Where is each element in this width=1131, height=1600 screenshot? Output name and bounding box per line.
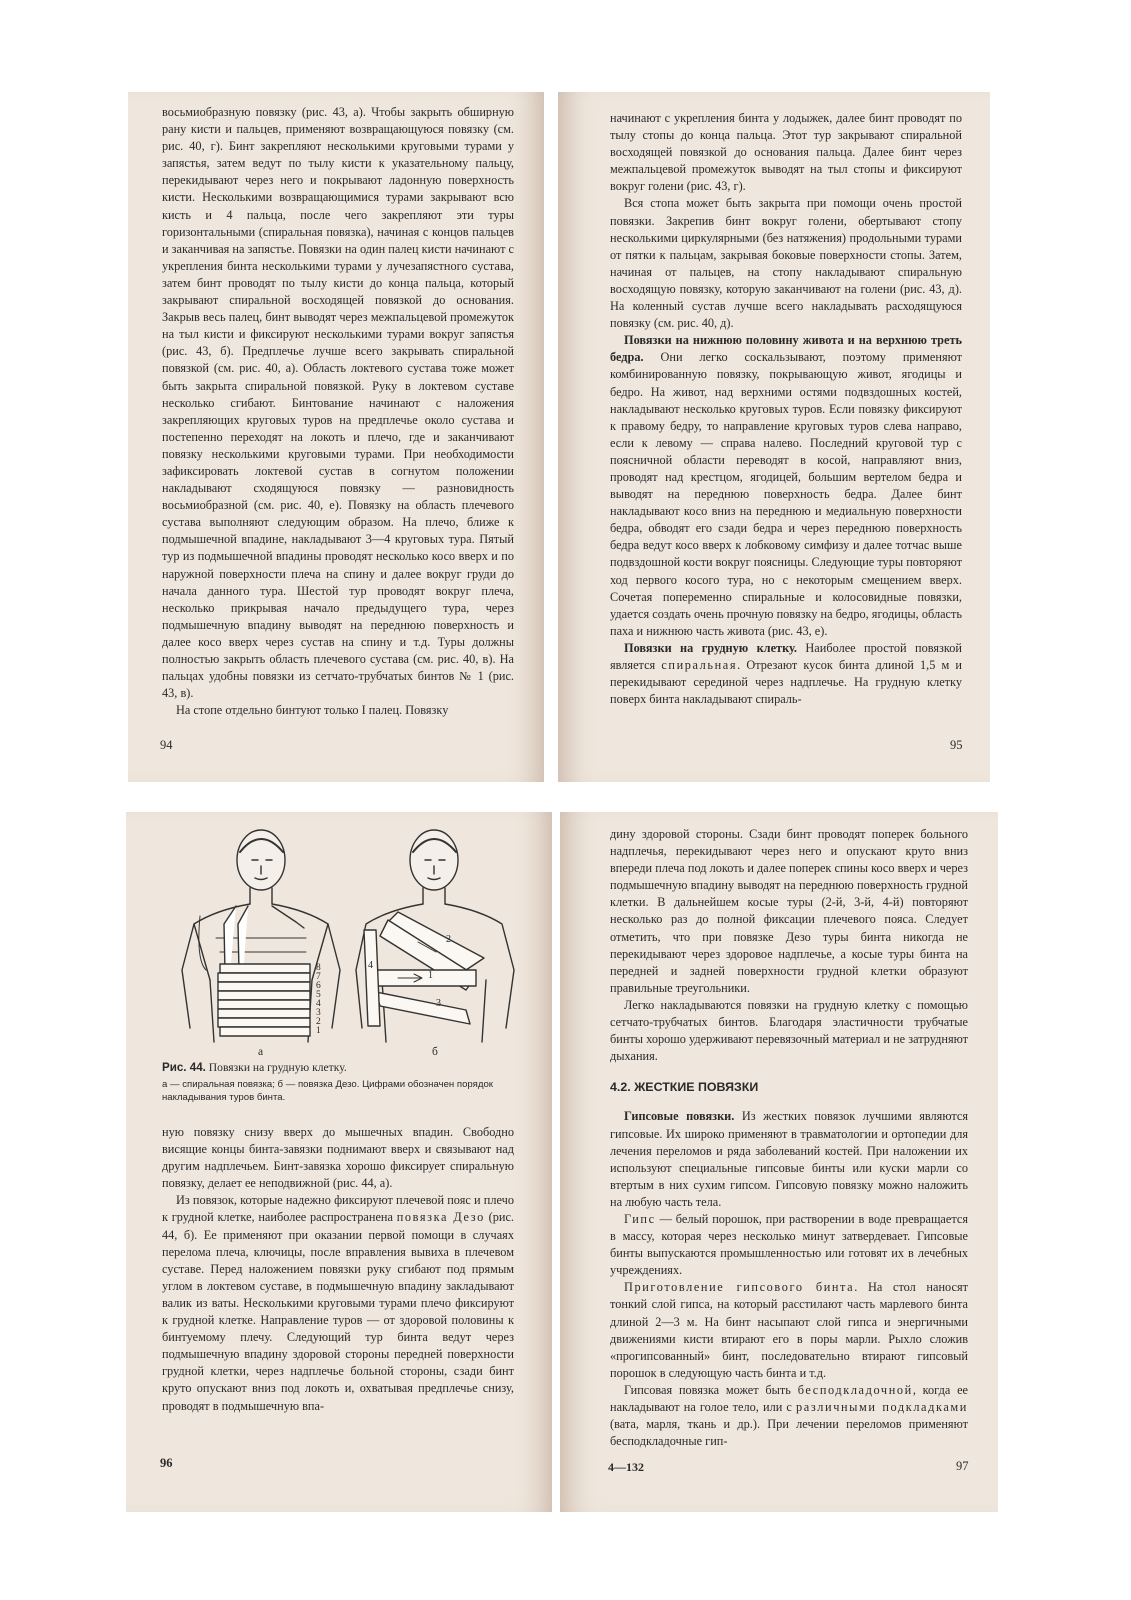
turn-number: 2 [446,934,451,945]
page-97 [560,812,998,1512]
spaced-term: повязка Дезо [396,1210,485,1225]
turn-number: 4 [316,999,321,1009]
caption-subtext: а — спиральная повязка; б — повязка Дезо. Цифрами обозначен порядок накладывания туров бинта. [162,1079,493,1103]
caption-title: Рис. 44. [162,1061,206,1074]
page-94-text [162,104,514,719]
turn-number: 3 [316,1008,321,1018]
turn-number: 1 [316,1026,321,1036]
page-97-text [610,826,968,1450]
paragraph: Вся стопа может быть закрыта при помощи очень простой повязки. Закрепив бинт вокруг голени, обертывают стопу несколькими циркулярными (без натяжения) продольными турами от пятки к пальцам, закрывая боковые поверхности стопы. Затем, начиная от пальцев, на стопу накладывают спиральную восходящую повязку, которую заканчивают на голени (рис. 43, д). На коленный сустав лучше всего накладывать расходящуюся повязку (см. рис. 40, д). [610,196,962,331]
paragraph: дину здоровой стороны. Сзади бинт проводят поперек больного надплечья, перекидывают через него и опускают круто вниз впереди плеча под локоть и далее поперек спины косо вверх и через подмышечную впадину выводят на переднюю поверхность грудной клетки. В дальнейшем косые туры (2-й, 3-й, 4-й) повторяют несколько раз до полной фиксации плечевого пояса. Следует отметить, что при повязке Дезо туры бинта никогда не перекидывают через здоровое надплечье, а косые туры бинта на передней и задней поверхности грудной клетки образуют правильные треугольники. [610,827,968,995]
page-number: 94 [160,738,173,752]
paragraph: Гипсовая повязка может быть бесподкладочной, когда ее накладывают на голое тело, или с различными подкладками (вата, марля, ткань и др.). При лечении переломов применяют бесподкладочные гип- [610,1382,968,1449]
spaced-term: различными подкладками [796,1400,968,1414]
page-94 [128,92,544,782]
turn-number: 4 [368,960,373,971]
figure-44 [166,820,526,1060]
spaced-term: бесподкладочной [797,1382,913,1397]
turn-number: 8 [316,963,321,973]
paragraph: восьмиобразную повязку (рис. 43, а). Чтобы закрыть обширную рану кисти и пальцев, применяют возвращающуюся повязку (см. рис. 40, г). Бинт закрепляют несколькими круговыми турами у запястья, затем ведут по тылу кисти к указательному пальцу, перекидывают через него и покрывают ладонную поверхность кисти. Несколькими возвращающимися турами закрывают всю кисть и 4 пальца, после чего закрепляют эти туры горизонтальными (спиральная повязка), начиная с концов пальцев и заканчивая на запястье. Повязки на один палец кисти начинают с укрепления бинта несколькими турами у лучезапястного сустава, затем бинт проводят по тылу кисти до конца пальца, который закрывают спиральной восходящей повязкой до основания. Закрыв весь палец, бинт выводят через межпальцевой промежуток на тыл кисти и фиксируют несколькими турами вокруг запястья (рис. 43, б). Предплечье лучше всего закрывать спиральной повязкой (см. рис. 40, а). Область локтевого сустава тоже может быть закрыта спиральной повязкой. Руку в локтевом суставе несколько сгибают. Бинтование начинают с наложения закрепляющих круговых туров на предплечье около сустава и постепенно переходят на локоть и плечо, где и заканчивают повязку несколькими круговыми турами. При необходимости зафиксировать локтевой сустав в согнутом положении накладывают сходящуюся повязку — разновидность восьмиобразной (см. рис. 40, е). Повязку на область плечевого сустава выполняют следующим образом. На плечо, ближе к подмышечной впадине, накладывают 3—4 круговых тура. Пятый тур из подмышечной впадины проводят несколько косо вверх и по наружной поверхности плеча на спину и далее вокруг груди до начала данного тура. Шестой тур проводят вокруг плеча, несколько прикрывая начало предыдущего тура, через подмышечную впадину выводят на переднюю поверхность и далее косо вверх через сустав на спину и т.д. Туры должны полностью закрыть область плечевого сустава (см. рис. 40, в). На пальцах удобны повязки из сетчато-трубчатых бинтов № 1 (рис. 43, в). [162,105,514,701]
turn-number: 3 [436,998,441,1009]
page-number: 96 [160,1456,173,1470]
turn-number: 1 [428,970,433,981]
figure-caption [162,1060,512,1104]
turn-number: 5 [316,990,321,1000]
figure-b-drawing [356,830,514,1042]
printer-signature: 4—132 [608,1460,644,1474]
turn-number: 6 [316,981,321,991]
paragraph: Гипсовые повязки. Из жестких повязок лучшими являются гипсовые. Их широко применяют в травматологии и ортопедии для лечения переломов и ряда заболеваний костей. При наложении их используют специальные гипсовые бинты или куски марли со втертым в них сухим гипсом. Гипсовую повязку можно наложить на любую часть тела. [610,1109,968,1209]
turn-number: 7 [316,972,321,982]
turn-number: 2 [316,1017,321,1027]
page-96 [126,812,552,1512]
caption-text: Повязки на грудную клетку. [208,1061,347,1074]
paragraph: Повязки на грудную клетку. Наиболее простой повязкой является спиральная. Отрезают кусок бинта длиной 1,5 м и перекидывают серединой через надплечье. На грудную клетку поверх бинта накладывают спираль- [610,640,963,707]
section-run-in-title: Повязки на грудную клетку. [624,640,797,655]
page-95-text [610,110,962,708]
subfigure-label-b: б [432,1046,438,1058]
section-heading: 4.2. ЖЕСТКИЕ ПОВЯЗКИ [610,1080,759,1095]
paragraph: На стопе отдельно бинтуют только I палец. Повязку [176,703,449,718]
page-96-text [162,1124,514,1415]
paragraph: Легко накладываются повязки на грудную клетку с помощью сетчато-трубчатых бинтов. Благодаря эластичности трубчатые бинты хорошо удерживают перевязочный материал и не затрудняют дыхания. [610,997,968,1064]
page-number: 95 [950,738,963,752]
section-run-in-title: Повязки на нижнюю половину живота и на верхнюю треть бедра. [610,333,962,365]
paragraph: Гипс — белый порошок, при растворении в воде превращается в массу, которая через несколько минут затвердевает. Гипсовые бинты выпускаются промышленностью или готовят их в лечебных учреждениях. [610,1211,968,1278]
paragraph: Из повязок, которые надежно фиксируют плечевой пояс и плечо к грудной клетке, наиболее распространена повязка Дезо (рис. 44, б). Ее применяют при оказании первой помощи в случаях перелома плеча, ключицы, после вправления вывиха в плечевом суставе. Перед наложением повязки руку сгибают под прямым углом в локтевом суставе, в подмышечную впадину закладывают валик из ваты. Несколькими круговыми турами плечо фиксируют к грудной клетке. Направление туров — от здоровой половины к бинтуемому плечу. Следующий тур бинта ведут через подмышечную впадину здоровой стороны передней поверхности грудной клетки, через надплечье больной стороны, сзади бинт круто опускают вниз под локоть и, охватывая предплечье снизу, проводят в подмышечную впа- [162,1193,514,1413]
subfigure-label-a: а [258,1046,264,1058]
section-run-in-title: Гипсовые повязки. [624,1109,735,1124]
spaced-term: Гипс [624,1211,656,1226]
paragraph: ную повязку снизу вверх до мышечных впадин. Свободно висящие концы бинта-завязки поднимают вверх и связывают над другим надплечьем. Бинт-завязка хорошо фиксирует спиральную повязку, делает ее неподвижной (рис. 44, а). [162,1125,514,1191]
paragraph: Приготовление гипсового бинта. На стол наносят тонкий слой гипса, на который расстилают часть марлевого бинта длиной 2—3 м. На бинт насыпают слой гипса и энергичными движениями кисти втирают его в поры марли. Рыхло сложив «прогипсованный» бинт, последовательно втирают гипсовый порошок в следующую часть бинта и т.д. [610,1280,968,1380]
page-95 [558,92,990,782]
paragraph: Повязки на нижнюю половину живота и на верхнюю треть бедра. Они легко соскальзывают, поэтому применяют комбинированную повязку, покрывающую живот, ягодицы и бедро. На живот, над верхними остями подвздошных костей, накладывают несколько круговых туров. Если повязку фиксируют к правому бедру, то направление круговых туров слева направо, если к левому — справа налево. Последний круговой тур с поясничной области переводят в косой, направляют вниз, проводят над крестцом, ягодицей, большим вертелом бедра и выводят на переднюю поверхность бедра. Далее бинт накладывают косо вниз на переднюю и медиальную поверхности бедра, обводят его сзади бедра и через переднюю поверхность бедра ведут косо вверх к лобковому симфизу и далее тотчас выше подвздошной кости вокруг поясницы. Следующие туры повторяют ход первого косого тура, но с некоторым смещением вверх. Сочетая попеременно спиральные и колосовидные повязки, удается создать очень прочную повязку на бедро, ягодицы, область паха и нижнюю часть живота (рис. 43, е). [610,333,962,638]
page-number: 97 [956,1459,969,1473]
spaced-term: спиральная [661,658,738,672]
spaced-term: Приготовление гипсового бинта [624,1280,855,1295]
paragraph: начинают с укрепления бинта у лодыжек, далее бинт проводят по тылу стопы до конца пальца. Этот тур закрывают спиральной восходящей повязкой до основания пальца. Далее бинт через межпальцевой промежуток выводят на тыл стопы и фиксируют вокруг голени (рис. 43, г). [610,111,962,194]
bandage-illustration [166,820,526,1060]
